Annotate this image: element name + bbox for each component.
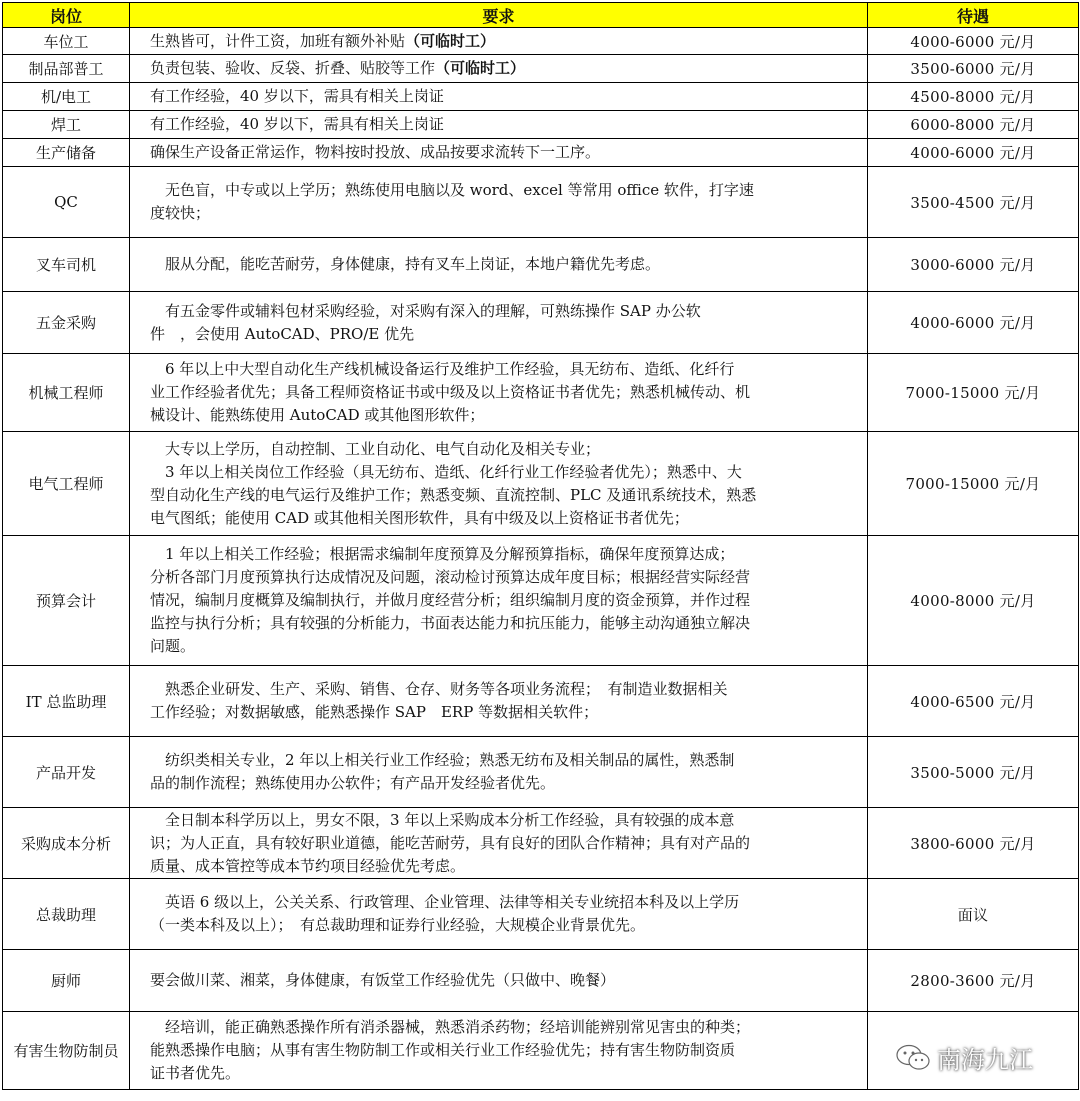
position-cell: 叉车司机 (3, 238, 130, 292)
job-rows (3, 28, 1079, 1090)
requirement-text: 经培训，能正确熟悉操作所有消杀器械，熟悉消杀药物；经培训能辨别常见害虫的种类； (165, 1018, 751, 1036)
requirement-line (150, 85, 855, 108)
requirements-cell (130, 666, 868, 737)
requirement-line (150, 202, 855, 225)
salary-cell: 4000-8000 元/月 (868, 536, 1079, 666)
position-cell: 生产储备 (3, 139, 130, 167)
temp-worker-note: （可临时工） (435, 59, 526, 77)
position-cell: 五金采购 (3, 292, 130, 354)
requirements-cell (130, 28, 868, 55)
requirement-line (150, 589, 855, 612)
requirement-line (150, 141, 855, 164)
position-cell: 机械工程师 (3, 354, 130, 432)
requirement-line (150, 701, 855, 724)
requirement-text: 确保生产设备正常运作，物料按时投放、成品按要求流转下一工序。 (150, 143, 601, 161)
table-row (3, 737, 1079, 808)
salary-cell: 3500-6000 元/月 (868, 55, 1079, 83)
requirement-text: 工作经验；对数据敏感，能熟悉操作 SAP ERP 等数据相关软件； (150, 703, 599, 721)
requirement-line (150, 772, 855, 795)
requirement-text: 情况，编制月度概算及编制执行，并做月度经营分析；组织编制月度的资金预算，并作过程 (150, 591, 751, 609)
requirement-line (150, 749, 855, 772)
requirements-cell (130, 354, 868, 432)
requirement-text: 分析各部门月度预算执行达成情况及问题，滚动检讨预算达成年度目标；根据经营实际经营 (150, 568, 751, 586)
table-row (3, 1012, 1079, 1090)
requirement-line (150, 1039, 855, 1062)
requirement-text: 大专以上学历，自动控制、工业自动化、电气自动化及相关专业； (165, 439, 601, 458)
requirement-text: 6 年以上中大型自动化生产线机械设备运行及维护工作经验，具无纺布、造纸、化纤行 (165, 360, 735, 378)
requirements-cell (130, 139, 868, 167)
requirement-line (150, 914, 855, 937)
requirement-text: 纺织类相关专业，2 年以上相关行业工作经验；熟悉无纺布及相关制品的属性，熟悉制 (165, 751, 735, 769)
position-cell: 预算会计 (3, 536, 130, 666)
table-row (3, 536, 1079, 666)
requirements-cell (130, 55, 868, 83)
position-cell: 厨师 (3, 950, 130, 1012)
requirement-text: 识；为人正直，具有较好职业道德，能吃苦耐劳，具有良好的团队合作精神；具有对产品的 (150, 833, 751, 852)
requirements-cell (130, 167, 868, 238)
requirement-text: 件 ，会使用 AutoCAD、PRO/E 优先 (150, 324, 415, 343)
salary-cell (868, 1012, 1079, 1090)
requirement-text: 质量、成本管控等成本节约项目经验优先考虑。 (150, 856, 466, 875)
requirements-cell (130, 950, 868, 1012)
position-cell: QC (3, 167, 130, 238)
requirement-line (150, 1062, 855, 1085)
requirement-text: 1 年以上相关工作经验；根据需求编制年度预算及分解预算指标，确保年度预算达成； (165, 545, 735, 563)
requirement-line (150, 300, 855, 323)
requirements-cell (130, 292, 868, 354)
table-row (3, 167, 1079, 238)
requirements-cell (130, 1012, 868, 1090)
requirement-line (150, 1016, 855, 1039)
salary-cell: 3500-4500 元/月 (868, 167, 1079, 238)
requirement-line (150, 404, 855, 427)
salary-cell: 3800-6000 元/月 (868, 808, 1079, 879)
position-cell: 有害生物防制员 (3, 1012, 130, 1090)
salary-cell: 面议 (868, 879, 1079, 950)
requirement-line (150, 635, 855, 658)
requirement-line (150, 253, 855, 276)
table-row (3, 83, 1079, 111)
requirement-line (150, 381, 855, 404)
table-row (3, 238, 1079, 292)
position-cell: IT 总监助理 (3, 666, 130, 737)
requirement-text: 3 年以上相关岗位工作经验（具无纺布、造纸、化纤行业工作经验者优先）；熟悉中、大 (165, 462, 742, 481)
salary-cell: 7000-15000 元/月 (868, 432, 1079, 536)
requirements-cell (130, 111, 868, 139)
salary-cell: 3500-5000 元/月 (868, 737, 1079, 808)
requirement-line (150, 855, 855, 878)
requirement-text: 能熟悉操作电脑；从事有害生物防制工作或相关行业工作经验优先；持有害生物防制资质 (150, 1041, 736, 1059)
requirement-line (150, 358, 855, 381)
position-cell: 车位工 (3, 28, 130, 55)
requirement-text: 问题。 (150, 637, 196, 655)
requirement-line (150, 891, 855, 914)
table-row (3, 666, 1079, 737)
header-salary: 待遇 (868, 3, 1079, 28)
header-requirements: 要求 (130, 3, 868, 28)
requirements-cell (130, 83, 868, 111)
requirement-line (150, 543, 855, 566)
requirement-text: 负责包装、验收、反袋、折叠、贴胶等工作 (150, 59, 436, 77)
salary-cell: 2800-3600 元/月 (868, 950, 1079, 1012)
salary-cell: 4000-6000 元/月 (868, 292, 1079, 354)
table-row (3, 808, 1079, 879)
position-cell: 焊工 (3, 111, 130, 139)
requirement-line (150, 179, 855, 202)
requirement-text: 度较快； (150, 204, 211, 222)
requirement-text: 械设计、能熟练使用 AutoCAD 或其他图形软件； (150, 406, 485, 424)
requirement-line (150, 57, 855, 80)
requirement-text: 业工作经验者优先；具备工程师资格证书或中级及以上资格证书者优先；熟悉机械传动、机 (150, 383, 751, 401)
requirement-line (150, 30, 855, 53)
requirement-text: 英语 6 级以上，公关关系、行政管理、企业管理、法律等相关专业统招本科及以上学历 (165, 893, 740, 911)
requirement-text: 电气图纸；能使用 CAD 或其他相关图形软件，具有中级及以上资格证书者优先； (150, 508, 689, 527)
requirement-line (150, 484, 855, 507)
table-row (3, 28, 1079, 55)
position-cell: 机/电工 (3, 83, 130, 111)
requirement-line (150, 461, 855, 484)
requirement-text: 型自动化生产线的电气运行及维护工作；熟悉变频、直流控制、PLC 及通讯系统技术，熟悉 (150, 485, 757, 504)
header-row (3, 3, 1079, 28)
salary-cell: 4000-6000 元/月 (868, 139, 1079, 167)
requirement-line (150, 566, 855, 589)
salary-cell: 4000-6500 元/月 (868, 666, 1079, 737)
position-cell: 产品开发 (3, 737, 130, 808)
salary-cell: 6000-8000 元/月 (868, 111, 1079, 139)
table-row (3, 950, 1079, 1012)
requirement-text: 有工作经验，40 岁以下，需具有相关上岗证 (150, 87, 444, 105)
table-row (3, 432, 1079, 536)
salary-cell: 3000-6000 元/月 (868, 238, 1079, 292)
requirements-cell (130, 432, 868, 536)
requirements-cell (130, 737, 868, 808)
requirement-text: 监控与执行分析；具有较强的分析能力，书面表达能力和抗压能力，能够主动沟通独立解决 (150, 614, 751, 632)
requirement-text: （一类本科及以上）； 有总裁助理和证券行业经验，大规模企业背景优先。 (150, 916, 646, 934)
requirement-text: 生熟皆可，计件工资，加班有额外补贴 (150, 31, 406, 50)
position-cell: 电气工程师 (3, 432, 130, 536)
salary-cell: 7000-15000 元/月 (868, 354, 1079, 432)
requirement-line (150, 809, 855, 832)
table-row (3, 111, 1079, 139)
table-row (3, 139, 1079, 167)
requirement-line (150, 113, 855, 136)
requirement-text: 服从分配，能吃苦耐劳，身体健康，持有叉车上岗证，本地户籍优先考虑。 (165, 255, 661, 273)
header-position: 岗位 (3, 3, 130, 28)
requirement-text: 全日制本科学历以上，男女不限，3 年以上采购成本分析工作经验，具有较强的成本意 (165, 810, 735, 829)
requirement-text: 无色盲，中专或以上学历；熟练使用电脑以及 word、excel 等常用 office 软件，打字速 (165, 181, 754, 199)
requirements-cell (130, 808, 868, 879)
watermark-text: 南海九江 (937, 1046, 1033, 1074)
table-row (3, 354, 1079, 432)
requirement-text: 熟悉企业研发、生产、采购、销售、仓存、财务等各项业务流程； 有制造业数据相关 (165, 680, 728, 698)
requirement-line (150, 438, 855, 461)
requirements-cell (130, 238, 868, 292)
table-row (3, 292, 1079, 354)
requirement-line (150, 612, 855, 635)
requirement-line (150, 832, 855, 855)
requirement-line (150, 969, 855, 992)
position-cell: 制品部普工 (3, 55, 130, 83)
requirement-line (150, 507, 855, 530)
salary-cell: 4000-6000 元/月 (868, 28, 1079, 55)
requirement-text: 品的制作流程；熟练使用办公软件；有产品开发经验者优先。 (150, 774, 556, 792)
requirements-cell (130, 879, 868, 950)
requirement-line (150, 678, 855, 701)
table-row (3, 879, 1079, 950)
requirement-text: 有工作经验，40 岁以下，需具有相关上岗证 (150, 115, 444, 133)
position-cell: 采购成本分析 (3, 808, 130, 879)
salary-cell: 4500-8000 元/月 (868, 83, 1079, 111)
position-cell: 总裁助理 (3, 879, 130, 950)
table-row (3, 55, 1079, 83)
temp-worker-note: （可临时工） (405, 31, 496, 50)
requirement-text: 要会做川菜、湘菜，身体健康，有饭堂工作经验优先（只做中、晚餐） (150, 971, 616, 989)
requirement-text: 证书者优先。 (150, 1064, 241, 1082)
requirements-cell (130, 536, 868, 666)
requirement-line (150, 323, 855, 346)
requirement-text: 有五金零件或辅料包材采购经验，对采购有深入的理解，可熟练操作 SAP 办公软 (165, 301, 701, 320)
job-table (2, 2, 1079, 1090)
